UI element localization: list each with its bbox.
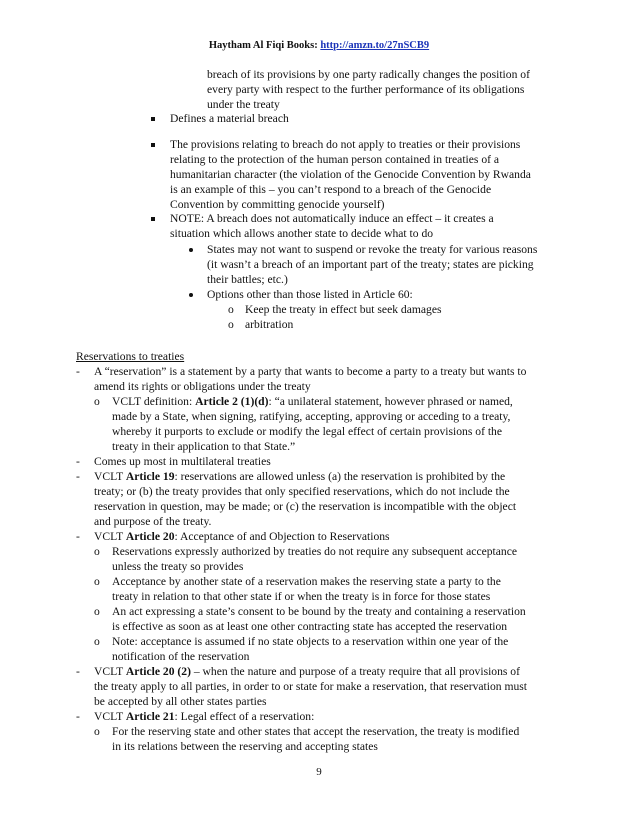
circle-bullet-icon: o <box>228 318 234 331</box>
list-item: their battles; etc.) <box>207 273 288 286</box>
list-item: Acceptance by another state of a reservation makes the reserving state a party to the <box>112 575 501 588</box>
list-item: the treaty apply to all parties, in order to or state for make a reservation, that reservation must <box>94 680 528 693</box>
dash-bullet: - <box>76 530 80 543</box>
list-item: and purpose of the treaty. <box>94 515 212 528</box>
dash-bullet: - <box>76 365 80 378</box>
circle-bullet-icon: o <box>94 725 100 738</box>
list-item: treaty; or (b) the treaty provides that only specified reservations, which do not include the <box>94 485 510 498</box>
list-item: A “reservation” is a statement by a party that wants to become a party to a treaty but wants to <box>94 365 527 378</box>
square-bullet-icon <box>151 117 155 121</box>
list-item: Comes up most in multilateral treaties <box>94 455 271 468</box>
list-item: treaty in their application to that State.” <box>112 440 296 453</box>
list-item: situation which allows another state to decide what to do <box>170 227 434 240</box>
list-item: Defines a material breach <box>170 112 289 125</box>
list-item: reservation in question, may be made; or (c) the reservation is incompatible with the object <box>94 500 517 513</box>
header-link[interactable]: http://amzn.to/27nSCB9 <box>320 40 430 51</box>
list-item: unless the treaty so provides <box>112 560 244 573</box>
list-item: treaty in relation to that other state if or when the treaty is in force for those states <box>112 590 491 603</box>
list-item: For the reserving state and other states that accept the reservation, the treaty is modified <box>112 725 520 738</box>
square-bullet-icon <box>151 217 155 221</box>
list-item: VCLT Article 20: Acceptance of and Objection to Reservations <box>94 530 390 543</box>
dash-bullet: - <box>76 470 80 483</box>
list-item: humanitarian character (the violation of the Genocide Convention by Rwanda <box>170 168 531 181</box>
list-item: (it wasn’t a breach of an important part of the treaty; states are picking <box>207 258 534 271</box>
list-item: relating to the protection of the human person contained in treaties of a <box>170 153 500 166</box>
circle-bullet-icon: o <box>94 545 100 558</box>
list-item: be accepted by all other states parties <box>94 695 267 708</box>
circle-bullet-icon: o <box>94 605 100 618</box>
list-item: in its relations between the reserving and accepting states <box>112 740 378 753</box>
list-item: arbitration <box>245 318 294 331</box>
circle-bullet-icon: o <box>94 575 100 588</box>
continuation-line: breach of its provisions by one party radically changes the position of <box>207 68 530 81</box>
list-item: notification of the reservation <box>112 650 250 663</box>
list-item: States may not want to suspend or revoke the treaty for various reasons <box>207 243 538 256</box>
header-text: Haytham Al Fiqi Books: <box>208 40 321 51</box>
page-header <box>0 40 638 51</box>
list-item: Options other than those listed in Article 60: <box>207 288 413 301</box>
square-bullet-icon <box>151 143 155 147</box>
list-item: amend its rights or obligations under the treaty <box>94 380 311 393</box>
dash-bullet: - <box>76 455 80 468</box>
list-item: whereby it purports to exclude or modify the legal effect of certain provisions of the <box>112 425 502 438</box>
list-item: VCLT definition: Article 2 (1)(d): “a unilateral statement, however phrased or named, <box>112 395 513 408</box>
page-number: 9 <box>316 766 322 778</box>
list-item: VCLT Article 20 (2) – when the nature and purpose of a treaty require that all provisions of <box>94 665 520 678</box>
round-bullet-icon <box>189 293 193 297</box>
list-item: VCLT Article 21: Legal effect of a reservation: <box>94 710 315 723</box>
list-item: is effective as soon as at least one other contracting state has accepted the reservation <box>112 620 508 633</box>
list-item: NOTE: A breach does not automatically induce an effect – it creates a <box>170 212 494 225</box>
list-item: The provisions relating to breach do not apply to treaties or their provisions <box>170 138 521 151</box>
list-item: Convention by committing genocide yourself) <box>170 198 385 211</box>
list-item: An act expressing a state’s consent to be bound by the treaty and containing a reservation <box>112 605 526 618</box>
list-item: Note: acceptance is assumed if no state objects to a reservation within one year of the <box>112 635 509 648</box>
list-item: Reservations expressly authorized by treaties do not require any subsequent acceptance <box>112 545 517 558</box>
circle-bullet-icon: o <box>94 395 100 408</box>
circle-bullet-icon: o <box>94 635 100 648</box>
list-item: VCLT Article 19: reservations are allowed unless (a) the reservation is prohibited by the <box>94 470 506 483</box>
continuation-line: under the treaty <box>207 98 280 111</box>
list-item: Keep the treaty in effect but seek damages <box>245 303 442 316</box>
section-heading: Reservations to treaties <box>76 350 185 363</box>
list-item: made by a State, when signing, ratifying, accepting, approving or acceding to a treaty, <box>112 410 511 423</box>
circle-bullet-icon: o <box>228 303 234 316</box>
dash-bullet: - <box>76 710 80 723</box>
continuation-line: every party with respect to the further performance of its obligations <box>207 83 525 96</box>
round-bullet-icon <box>189 248 193 252</box>
list-item: is an example of this – you can’t respond to a breach of the Genocide <box>170 183 492 196</box>
dash-bullet: - <box>76 665 80 678</box>
